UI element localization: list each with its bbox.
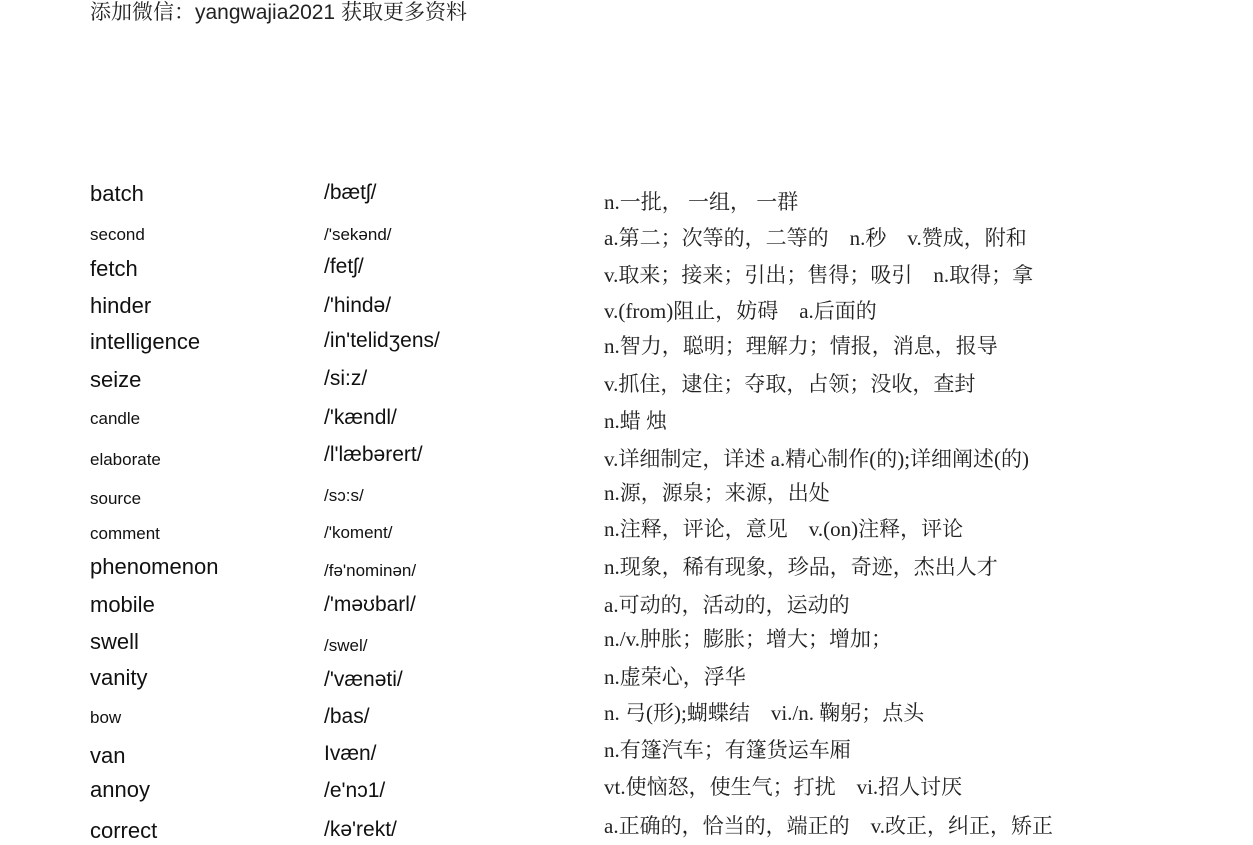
vocab-definition: n. 弓(形);蝴蝶结 vi./n. 鞠躬；点头 xyxy=(604,701,925,725)
vocab-word: hinder xyxy=(90,293,152,318)
vocab-definition: a.第二；次等的，二等的 n.秒 v.赞成，附和 xyxy=(604,226,1027,250)
vocab-definition: a.正确的，恰当的，端正的 v.改正，纠正，矫正 xyxy=(604,814,1053,838)
vocab-definition: n.注释，评论，意见 v.(on)注释，评论 xyxy=(604,517,964,541)
vocab-phonetic: /swel/ xyxy=(324,636,368,655)
vocab-word: seize xyxy=(90,367,142,392)
vocab-word: phenomenon xyxy=(90,554,219,579)
vocab-word: swell xyxy=(90,629,139,654)
vocab-phonetic: /fetʃ/ xyxy=(324,255,364,278)
vocab-word: candle xyxy=(90,409,141,428)
wechat-contact-header: 添加微信：yangwajia2021 获取更多资料 xyxy=(90,1,467,24)
vocab-phonetic: /'koment/ xyxy=(324,523,393,542)
vocab-word: vanity xyxy=(90,665,148,690)
vocab-word: mobile xyxy=(90,592,155,617)
vocab-definition: n.虚荣心，浮华 xyxy=(604,665,746,689)
vocab-phonetic: /'kændl/ xyxy=(324,406,397,429)
vocab-definition: vt.使恼怒，使生气；打扰 vi.招人讨厌 xyxy=(604,775,963,799)
vocab-word: source xyxy=(90,489,142,508)
vocab-word: fetch xyxy=(90,256,138,281)
vocab-word: bow xyxy=(90,708,122,727)
vocab-definition: n.一批， 一组， 一群 xyxy=(604,190,799,214)
vocab-word: van xyxy=(90,743,126,768)
vocab-definition: n.现象，稀有现象，珍品，奇迹，杰出人才 xyxy=(604,555,998,579)
vocab-phonetic: /l'læbərert/ xyxy=(324,443,423,466)
vocab-definition: a.可动的，活动的，运动的 xyxy=(604,593,850,617)
vocab-phonetic: /in'telidʒens/ xyxy=(324,329,440,352)
vocab-definition: n.蜡 烛 xyxy=(604,409,667,433)
vocab-phonetic: /'sekənd/ xyxy=(324,225,392,244)
vocab-definition: v.(from)阻止，妨碍 a.后面的 xyxy=(604,299,877,323)
vocab-definition: v.详细制定，详述 a.精心制作(的);详细阐述(的) xyxy=(604,447,1030,471)
vocab-definition: v.取来；接来；引出；售得；吸引 n.取得；拿 xyxy=(604,263,1034,287)
vocab-definition: n.智力，聪明；理解力；情报，消息，报导 xyxy=(604,334,998,358)
vocab-word: intelligence xyxy=(90,329,201,354)
vocab-definition: n./v.肿胀；膨胀；增大；增加； xyxy=(604,627,892,651)
vocab-phonetic: /'hində/ xyxy=(324,294,392,317)
vocab-phonetic: /bas/ xyxy=(324,705,370,728)
vocab-word: batch xyxy=(90,181,144,206)
vocab-phonetic: /kə'rekt/ xyxy=(324,818,397,841)
vocab-phonetic: /si:z/ xyxy=(324,367,368,390)
vocab-phonetic: Ivæn/ xyxy=(324,742,377,765)
vocab-definition: n.源，源泉；来源，出处 xyxy=(604,481,830,505)
vocab-word: comment xyxy=(90,524,160,543)
vocab-definition: v.抓住，逮住；夺取，占领；没收，查封 xyxy=(604,372,976,396)
vocab-word: annoy xyxy=(90,777,150,802)
vocab-phonetic: /'vænəti/ xyxy=(324,668,403,691)
vocab-phonetic: /sɔ:s/ xyxy=(324,486,364,505)
vocab-phonetic: /fə'nominən/ xyxy=(324,561,417,580)
vocab-phonetic: /bætʃ/ xyxy=(324,181,377,204)
vocab-phonetic: /e'nɔ1/ xyxy=(324,779,386,802)
vocab-definition: n.有篷汽车；有篷货运车厢 xyxy=(604,738,851,762)
vocab-word: correct xyxy=(90,818,158,843)
vocab-word: elaborate xyxy=(90,450,161,469)
vocab-word: second xyxy=(90,225,145,244)
vocab-phonetic: /'məʊbarl/ xyxy=(324,593,416,616)
